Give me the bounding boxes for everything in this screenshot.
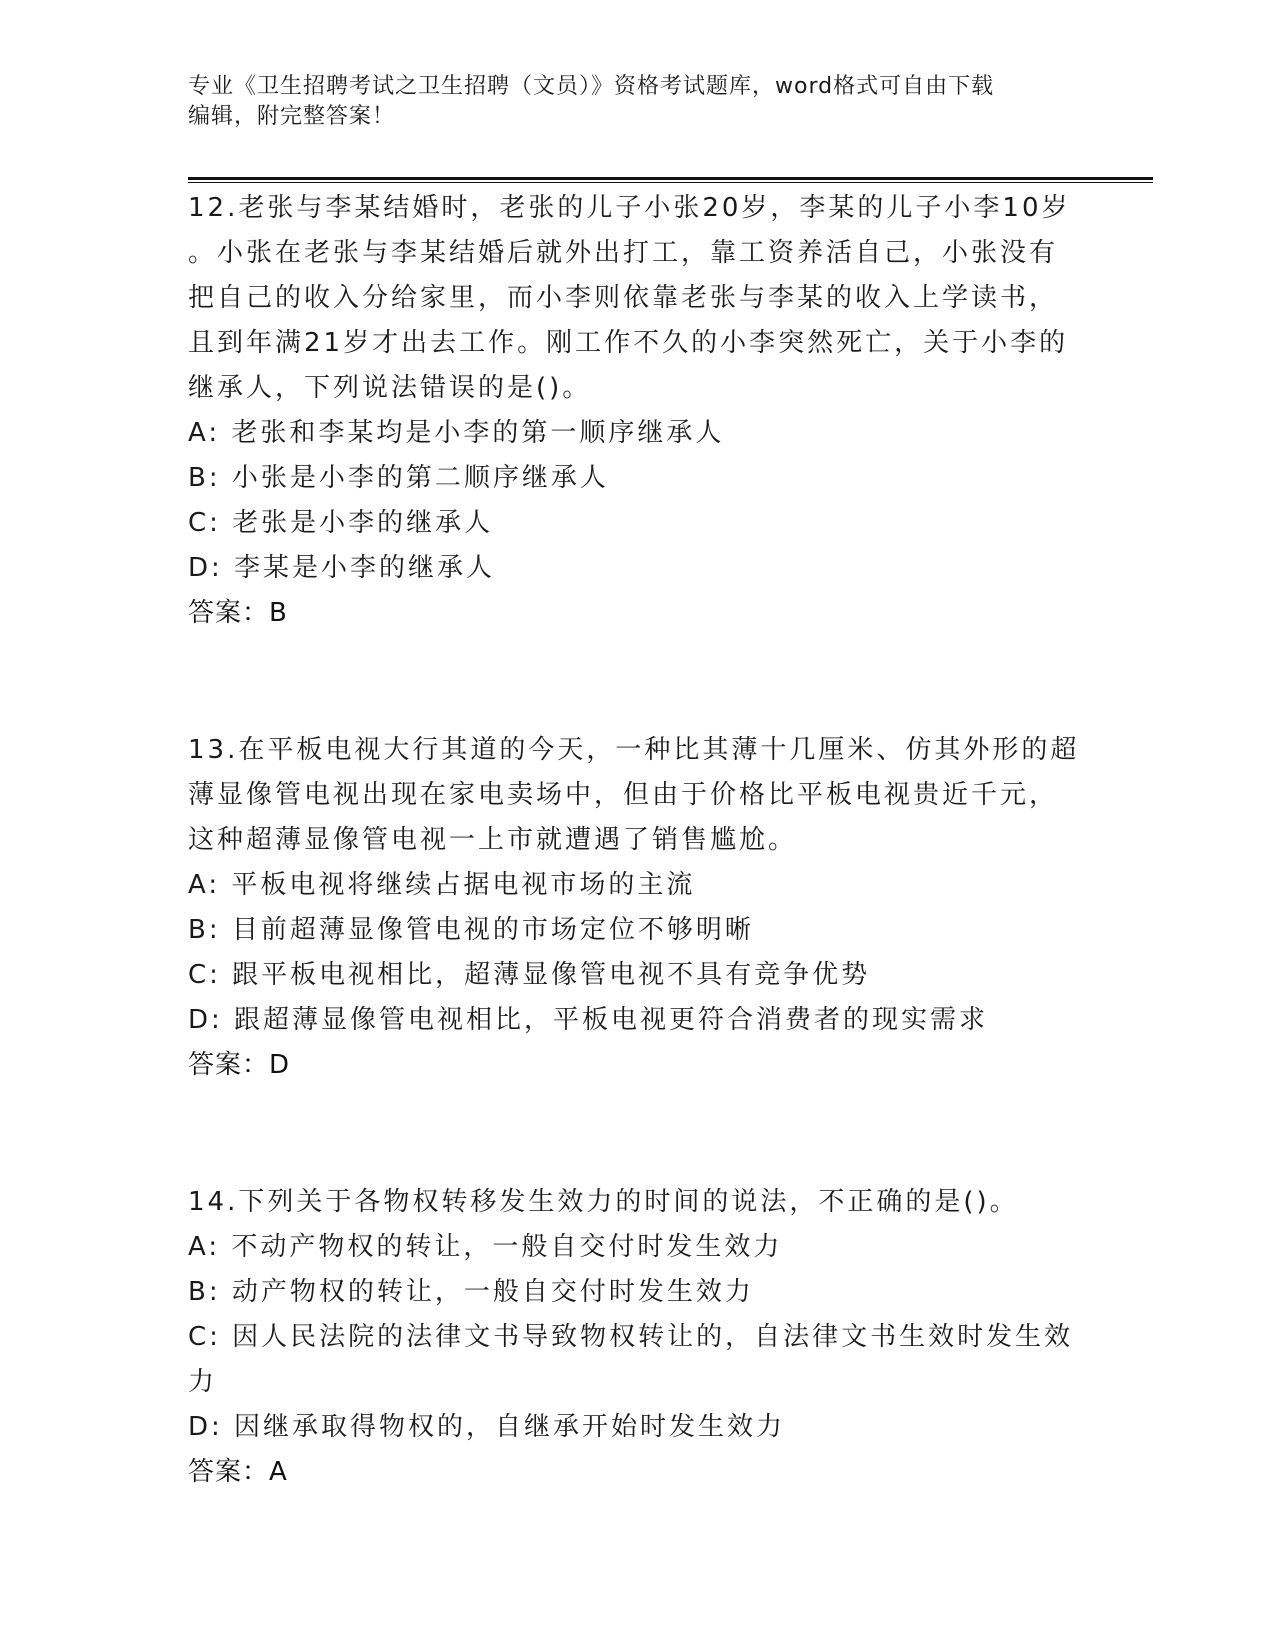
question-12 [188, 186, 1088, 636]
header-divider-thick [188, 177, 1153, 180]
option-c: C: 跟平板电视相比，超薄显像管电视不具有竞争优势 [188, 960, 871, 990]
question-list [188, 186, 1088, 1495]
option-d: D: 跟超薄显像管电视相比，平板电视更符合消费者的现实需求 [188, 1005, 989, 1035]
question-text-line: 。小张在老张与李某结婚后就外出打工，靠工资养活自己，小张没有 [188, 238, 1059, 268]
option-b: B: 小张是小李的第二顺序继承人 [188, 463, 609, 493]
header-line-1: 专业《卫生招聘考试之卫生招聘（文员）》资格考试题库，word格式可自由下载 [188, 74, 995, 99]
question-text-line: 薄显像管电视出现在家电卖场中，但由于价格比平板电视贵近千元， [188, 780, 1059, 810]
option-c: C: 老张是小李的继承人 [188, 508, 494, 538]
question-text-line: 且到年满21岁才出去工作。刚工作不久的小李突然死亡，关于小李的 [188, 328, 1069, 358]
question-spacer [188, 636, 1088, 728]
answer-label: 答案：A [188, 1457, 288, 1487]
option-c-continued: 力 [188, 1367, 218, 1397]
document-header [188, 72, 1068, 132]
option-a: A: 平板电视将继续占据电视市场的主流 [188, 870, 696, 900]
question-text-line: 13.在平板电视大行其道的今天，一种比其薄十几厘米、仿其外形的超 [188, 735, 1080, 765]
question-text-line: 12.老张与李某结婚时，老张的儿子小张20岁，李某的儿子小李10岁 [188, 193, 1071, 223]
option-b: B: 动产物权的转让，一般自交付时发生效力 [188, 1277, 754, 1307]
header-divider-thin [188, 182, 1153, 183]
option-d: D: 因继承取得物权的，自继承开始时发生效力 [188, 1412, 786, 1442]
option-d: D: 李某是小李的继承人 [188, 553, 496, 583]
option-b: B: 目前超薄显像管电视的市场定位不够明晰 [188, 915, 754, 945]
question-spacer [188, 1088, 1088, 1180]
option-c: C: 因人民法院的法律文书导致物权转让的，自法律文书生效时发生效 [188, 1322, 1074, 1352]
option-a: A: 老张和李某均是小李的第一顺序继承人 [188, 418, 725, 448]
question-text-line: 这种超薄显像管电视一上市就遭遇了销售尴尬。 [188, 825, 798, 855]
answer-label: 答案：B [188, 598, 288, 628]
question-text-line: 14.下列关于各物权转移发生效力的时间的说法，不正确的是()。 [188, 1187, 1019, 1217]
answer-label: 答案：D [188, 1050, 291, 1080]
question-14 [188, 1180, 1088, 1495]
question-text-line: 把自己的收入分给家里，而小李则依靠老张与李某的收入上学读书， [188, 283, 1059, 313]
option-a: A: 不动产物权的转让，一般自交付时发生效力 [188, 1232, 783, 1262]
header-line-2: 编辑，附完整答案！ [188, 104, 396, 129]
question-text-line: 继承人，下列说法错误的是()。 [188, 373, 592, 403]
question-13 [188, 728, 1088, 1088]
